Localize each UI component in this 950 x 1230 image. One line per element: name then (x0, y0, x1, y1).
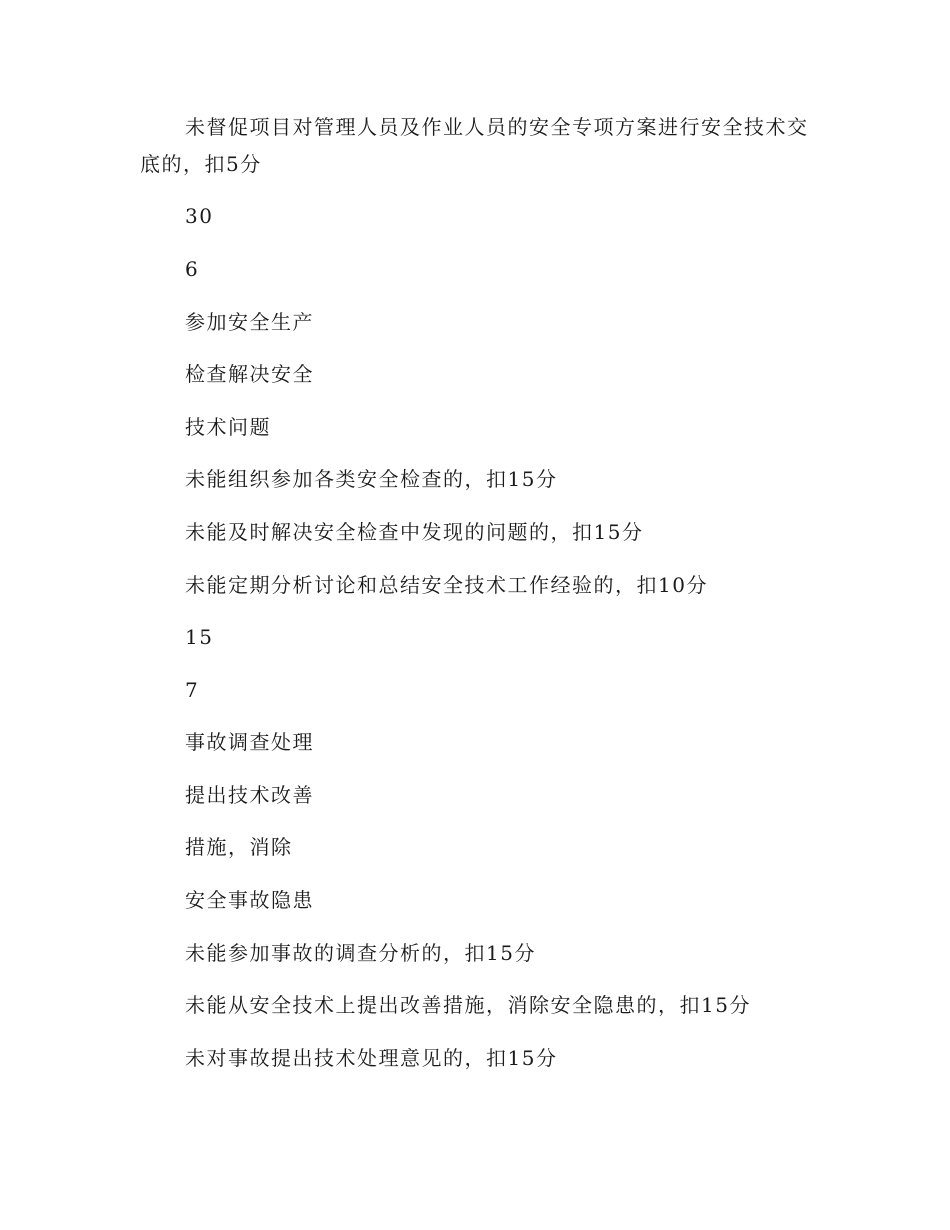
deduction-rule: 未能参加事故的调查分析的，扣15分 (185, 941, 536, 965)
item-number: 7 (185, 678, 200, 702)
deduction-rule: 未能从安全技术上提出改善措施，消除安全隐患的，扣15分 (185, 993, 751, 1017)
score-total: 15 (185, 625, 214, 649)
deduction-rule: 未能及时解决安全检查中发现的问题的，扣15分 (185, 520, 644, 544)
item-number: 6 (185, 257, 200, 281)
item-title-line: 检查解决安全 (185, 362, 314, 386)
intro-paragraph: 未督促项目对管理人员及作业人员的安全专项方案进行安全技术交底的，扣5分 (140, 115, 809, 176)
item-title-line: 提出技术改善 (185, 783, 314, 807)
item-title-line: 技术问题 (185, 415, 271, 439)
item-title-line: 事故调查处理 (185, 730, 314, 754)
deduction-rule: 未能组织参加各类安全检查的，扣15分 (185, 467, 558, 491)
deduction-rule: 未对事故提出技术处理意见的，扣15分 (185, 1046, 558, 1070)
score-total: 30 (185, 204, 214, 228)
item-title-line: 安全事故隐患 (185, 888, 314, 912)
deduction-rule: 未能定期分析讨论和总结安全技术工作经验的，扣10分 (185, 573, 708, 597)
item-title-line: 参加安全生产 (185, 310, 314, 334)
item-title-line: 措施，消除 (185, 835, 293, 859)
